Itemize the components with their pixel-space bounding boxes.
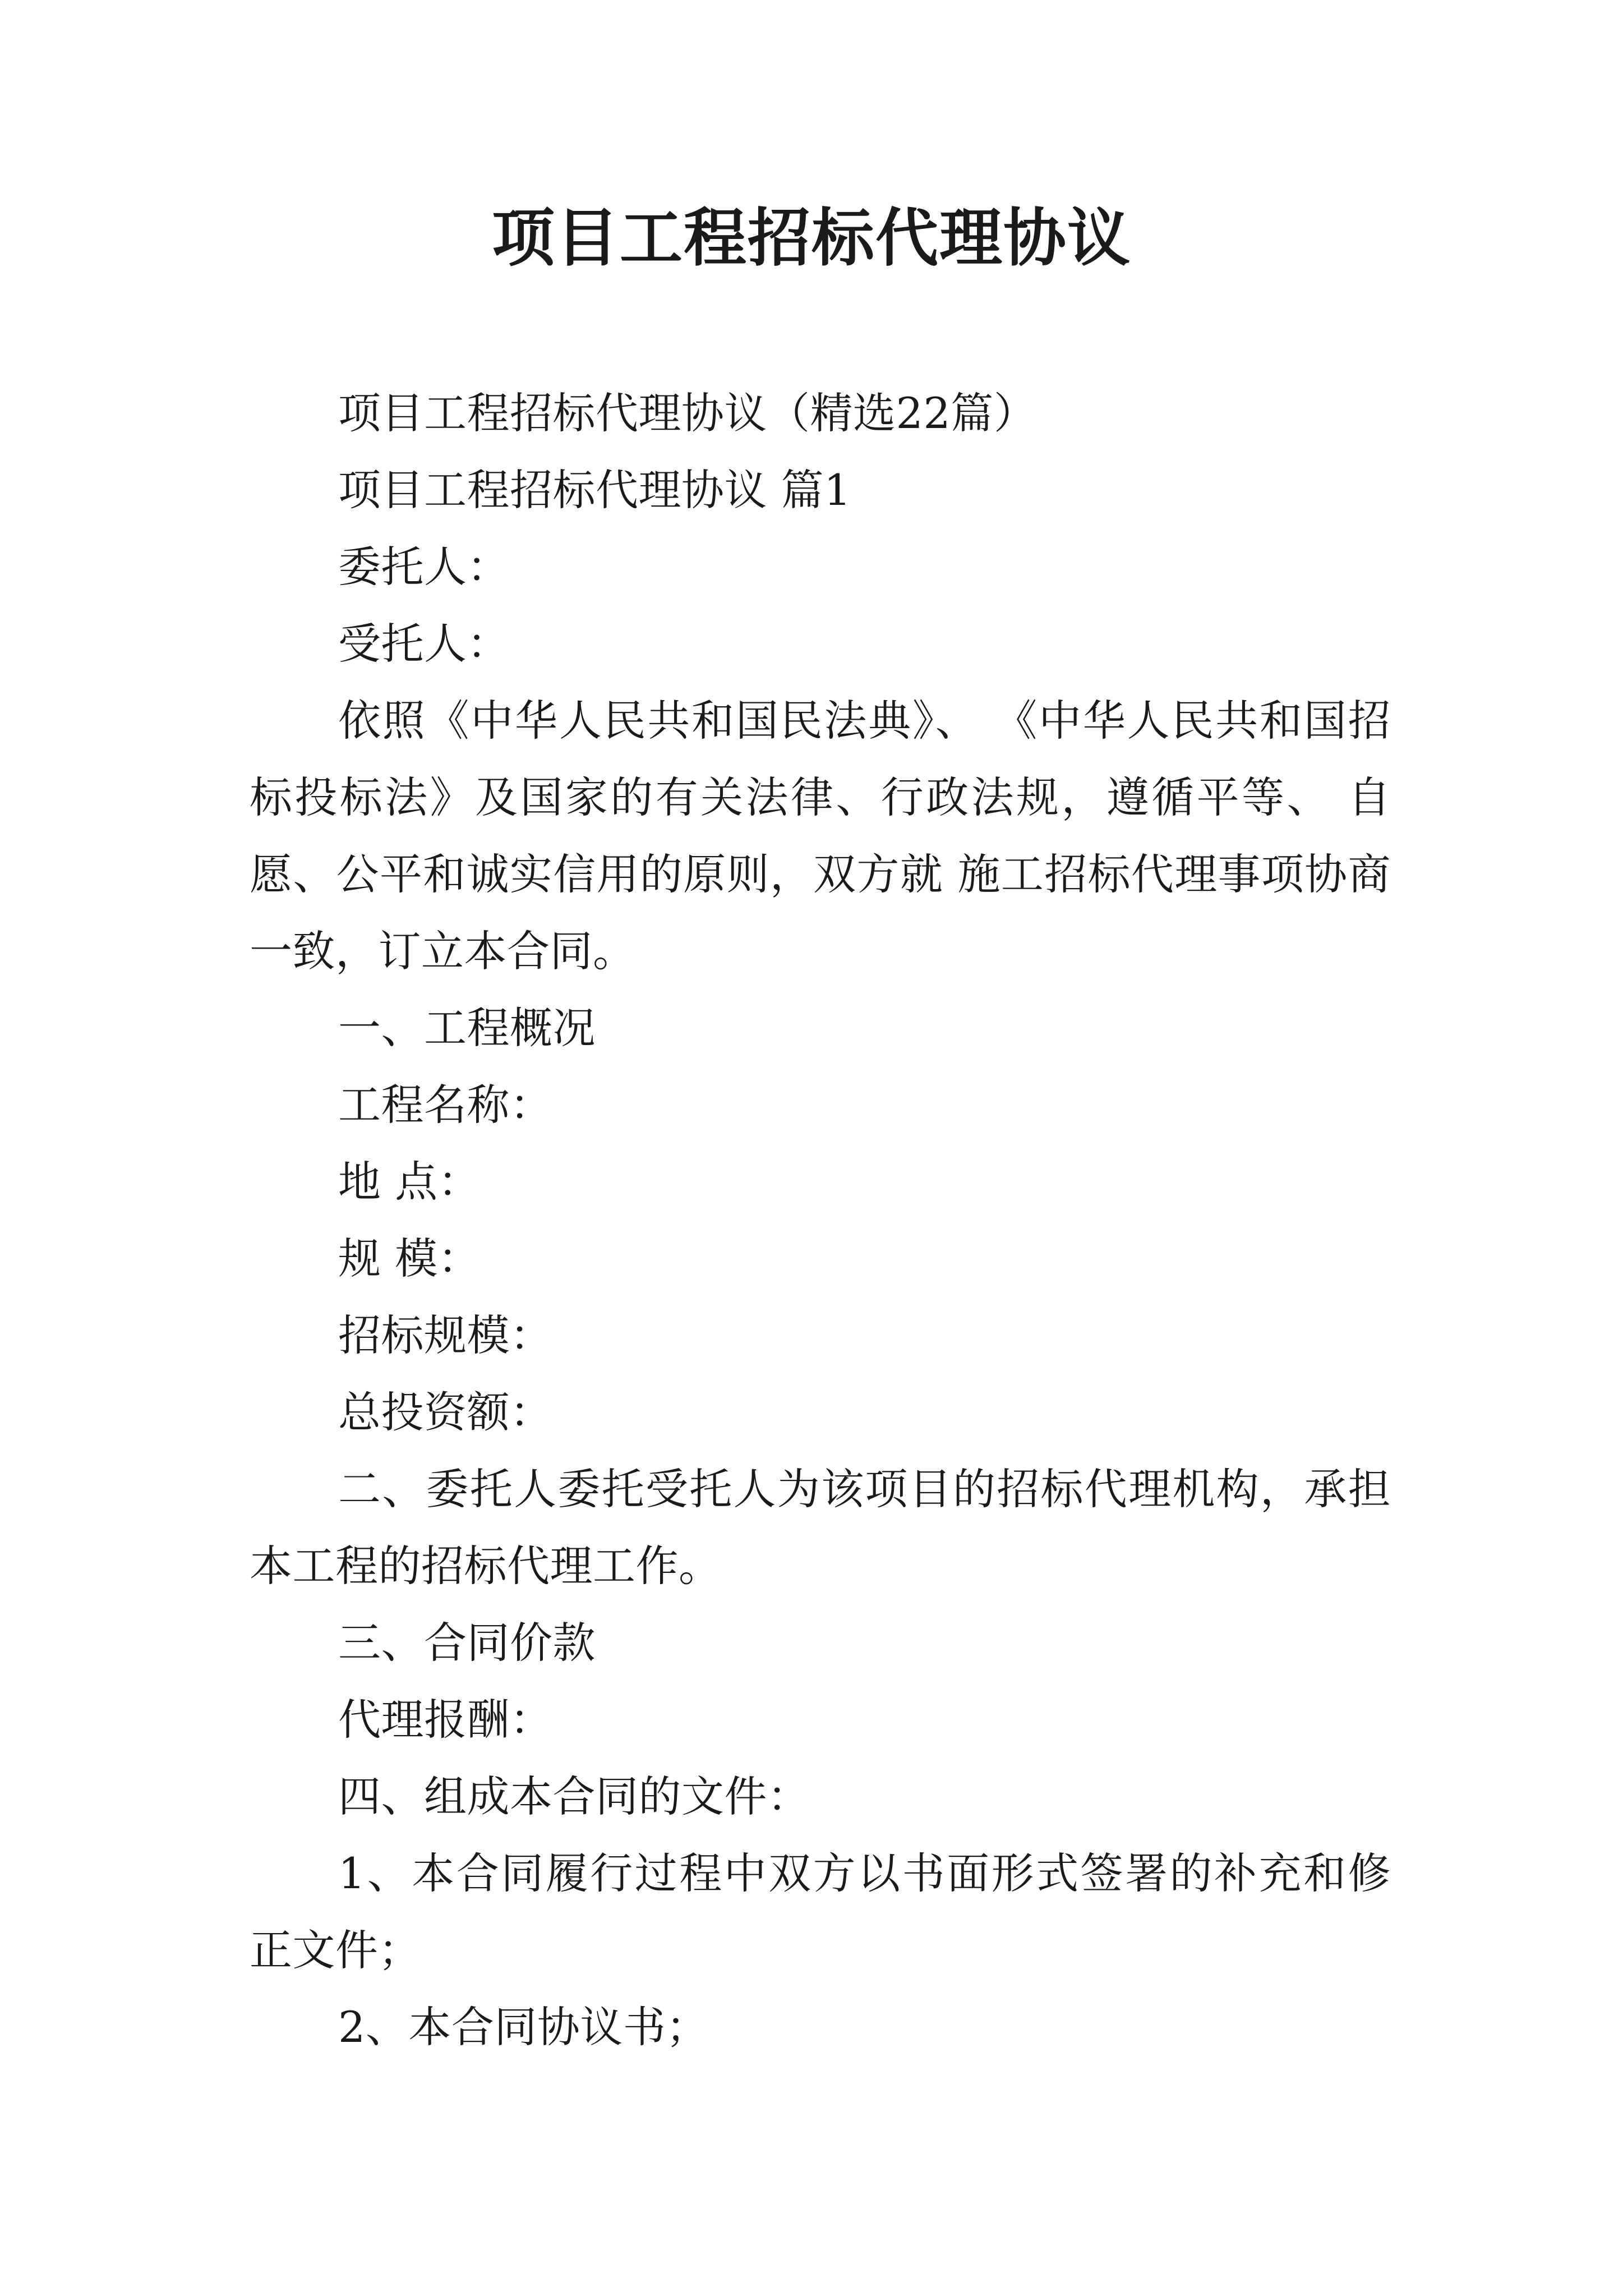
paragraph-location: 地 点： xyxy=(338,1157,481,1207)
paragraph-subtitle: 项目工程招标代理协议（精选22篇） xyxy=(338,388,1037,438)
paragraph-section-3: 三、合同价款 xyxy=(338,1618,596,1668)
paragraph-section-2: 二、委托人委托受托人为该项目的招标代理机构，承担本工程的招标代理工作。 xyxy=(250,1464,1391,1591)
paragraph-preamble: 依照《中华人民共和国民法典》、 《中华人民共和国招标投标法》及国家的有关法律、行政法规，遵循平等、 自愿、公平和诚实信用的原则，双方就 施工招标代理事项协商一致，订立本合同。 xyxy=(250,696,1391,976)
paragraph-item-2: 2、本合同协议书； xyxy=(338,2002,709,2052)
paragraph-agency-fee: 代理报酬： xyxy=(338,1695,553,1745)
paragraph-section-4: 四、组成本合同的文件： xyxy=(338,1772,810,1821)
document-body xyxy=(250,375,1391,2065)
paragraph-chapter-heading: 项目工程招标代理协议 篇1 xyxy=(338,465,852,515)
paragraph-principal: 委托人： xyxy=(338,542,510,592)
paragraph-total-investment: 总投资额： xyxy=(338,1387,553,1437)
paragraph-section-1: 一、工程概况 xyxy=(338,1003,596,1053)
document-title: 项目工程招标代理协议 xyxy=(492,201,1131,275)
paragraph-project-name: 工程名称： xyxy=(338,1080,553,1130)
paragraph-scale: 规 模： xyxy=(338,1234,481,1283)
paragraph-item-1: 1、本合同履行过程中双方以书面形式签署的补充和修正文件； xyxy=(250,1848,1391,1975)
paragraph-bidding-scale: 招标规模： xyxy=(338,1310,553,1360)
paragraph-agent: 受托人： xyxy=(338,619,510,669)
